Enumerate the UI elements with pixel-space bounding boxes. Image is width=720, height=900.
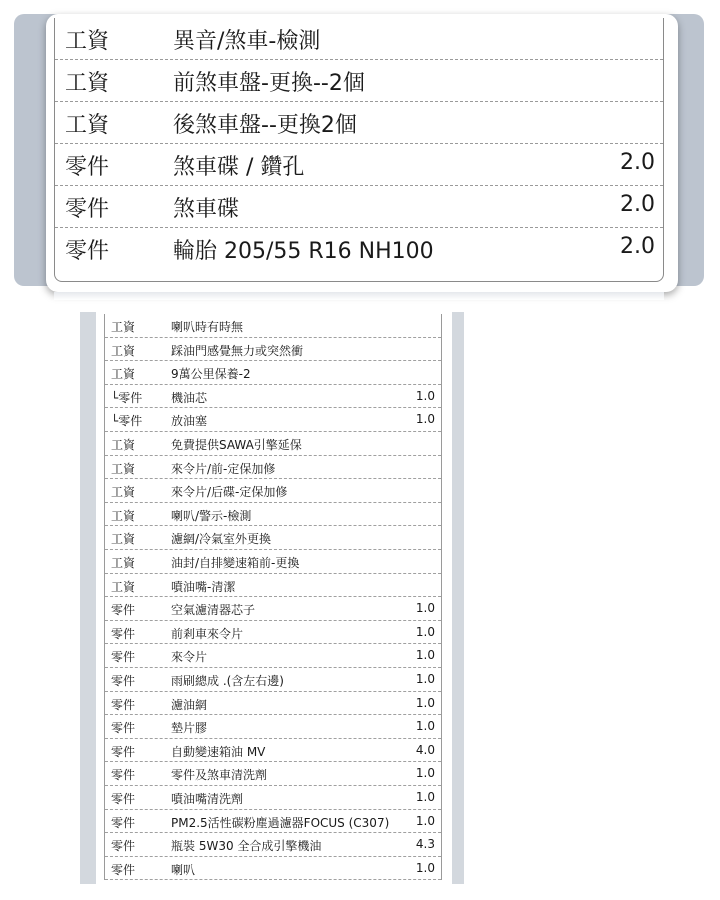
item-description: 噴油嘴清洗劑: [171, 792, 244, 806]
item-description: 零件及煞車清洗劑: [171, 768, 268, 783]
item-type: 零件: [111, 721, 136, 736]
item-description: 異音/煞車-檢測: [173, 29, 321, 54]
list-item[interactable]: [105, 479, 441, 503]
item-description: 前煞車盤-更換--2個: [173, 71, 365, 96]
item-type: 工資: [111, 579, 136, 594]
item-quantity: 1.0: [415, 790, 435, 804]
item-description: 踩油門感覺無力或突然衝: [171, 343, 304, 358]
item-quantity: 1.0: [415, 719, 435, 734]
item-type: 工資: [65, 113, 110, 138]
list-item[interactable]: [105, 692, 441, 716]
item-description: 後煞車盤--更換2個: [173, 113, 357, 138]
bottom-service-list: [104, 314, 442, 880]
item-type: └零件: [111, 414, 143, 429]
list-item[interactable]: [105, 810, 441, 834]
list-item[interactable]: [105, 432, 441, 456]
item-type: 工資: [111, 508, 136, 523]
list-item[interactable]: [105, 715, 441, 739]
item-quantity: 1.0: [415, 648, 435, 663]
item-type: 工資: [111, 556, 136, 570]
item-description: 瓶裝 5W30 全合成引擎機油: [171, 839, 322, 854]
item-description: 喇叭時有時無: [171, 320, 244, 334]
list-item[interactable]: [105, 786, 441, 810]
top-screenshot-panel: [46, 14, 678, 292]
item-quantity: 4.0: [415, 742, 435, 757]
item-type: 工資: [111, 485, 136, 500]
item-description: 來令片/前-定保加修: [171, 461, 276, 476]
item-description: 機油芯: [171, 390, 208, 405]
item-quantity: 1.0: [415, 412, 435, 427]
item-description: 噴油嘴-清潔: [171, 579, 236, 594]
list-item[interactable]: [105, 503, 441, 527]
item-quantity: 1.0: [415, 766, 435, 781]
item-type: 零件: [65, 155, 110, 180]
item-type: 零件: [111, 697, 136, 712]
top-screenshot-background: [14, 14, 704, 286]
list-item[interactable]: [105, 833, 441, 857]
item-quantity: 1.0: [415, 860, 435, 875]
item-type: 零件: [111, 603, 136, 618]
item-type: 零件: [65, 239, 110, 264]
list-item[interactable]: [55, 144, 663, 186]
item-type: 零件: [111, 839, 136, 854]
item-description: 油封/自排變速箱前-更換: [171, 556, 300, 570]
list-item[interactable]: [105, 597, 441, 621]
item-description: PM2.5活性碳粉塵過濾器FOCUS (C307): [171, 815, 390, 830]
item-quantity: 1.0: [415, 624, 435, 639]
item-type: 零件: [111, 815, 136, 830]
item-description: 墊片膠: [171, 721, 208, 736]
item-type: 工資: [111, 461, 136, 476]
item-description: 來令片: [171, 650, 208, 665]
item-description: 煞車碟 / 鑽孔: [173, 155, 305, 180]
item-description: 自動變速箱油 MV: [171, 744, 266, 759]
top-service-list: [54, 18, 664, 282]
item-quantity: 1.0: [415, 388, 435, 403]
list-item[interactable]: [105, 739, 441, 763]
item-description: 放油塞: [171, 414, 208, 429]
list-item[interactable]: [55, 18, 663, 60]
item-quantity: 1.0: [415, 695, 435, 710]
list-item[interactable]: [105, 668, 441, 692]
list-item[interactable]: [105, 644, 441, 668]
item-quantity: 2.0: [620, 234, 655, 259]
item-quantity: 1.0: [415, 601, 435, 616]
item-quantity: 1.0: [415, 672, 435, 686]
list-item[interactable]: [105, 762, 441, 786]
list-item[interactable]: [105, 574, 441, 598]
item-description: 免費提供SAWA引擎延保: [171, 438, 302, 452]
list-item[interactable]: [105, 385, 441, 409]
item-type: 工資: [65, 29, 110, 54]
list-item[interactable]: [55, 186, 663, 228]
item-description: 雨刷總成 .(含左右邊): [171, 674, 284, 688]
item-description: 9萬公里保養-2: [171, 367, 251, 382]
item-type: 零件: [111, 768, 136, 783]
item-description: 輪胎 205/55 R16 NH100: [173, 239, 434, 264]
list-item[interactable]: [105, 361, 441, 385]
item-type: 零件: [111, 626, 136, 641]
item-type: 工資: [65, 71, 110, 96]
item-type: 工資: [111, 320, 136, 334]
item-description: 喇叭/警示-檢測: [171, 508, 252, 523]
item-description: 濾油網: [171, 697, 208, 712]
list-item[interactable]: [105, 338, 441, 362]
list-item[interactable]: [105, 408, 441, 432]
list-item[interactable]: [55, 228, 663, 270]
item-quantity: 4.3: [415, 837, 435, 852]
item-type: 工資: [111, 367, 136, 382]
item-type: 零件: [111, 744, 136, 759]
item-description: 煞車碟: [173, 197, 240, 222]
list-item[interactable]: [105, 526, 441, 550]
list-item[interactable]: [105, 456, 441, 480]
item-quantity: 1.0: [415, 813, 435, 828]
item-quantity: 2.0: [620, 192, 655, 217]
item-quantity: 2.0: [620, 150, 655, 175]
bottom-screenshot-background: [80, 312, 464, 884]
item-type: 零件: [111, 862, 136, 877]
item-description: 來令片/后碟-定保加修: [171, 485, 288, 500]
item-description: 喇叭: [171, 862, 196, 877]
list-item[interactable]: [105, 314, 441, 338]
item-type: 零件: [111, 674, 136, 688]
item-type: 零件: [65, 197, 110, 222]
bottom-screenshot-panel: [96, 312, 452, 884]
item-type: └零件: [111, 390, 143, 405]
item-type: 工資: [111, 532, 136, 547]
list-item[interactable]: [55, 102, 663, 144]
item-type: 零件: [111, 650, 136, 665]
list-item[interactable]: [105, 550, 441, 574]
list-item[interactable]: [105, 621, 441, 645]
item-description: 前剎車來令片: [171, 626, 244, 641]
section-divider: [54, 292, 664, 300]
list-item[interactable]: [105, 857, 441, 881]
item-type: 工資: [111, 343, 136, 358]
item-type: 零件: [111, 792, 136, 806]
list-item[interactable]: [55, 60, 663, 102]
item-description: 濾網/冷氣室外更換: [171, 532, 272, 547]
item-type: 工資: [111, 438, 136, 452]
item-description: 空氣濾清器芯子: [171, 603, 256, 618]
